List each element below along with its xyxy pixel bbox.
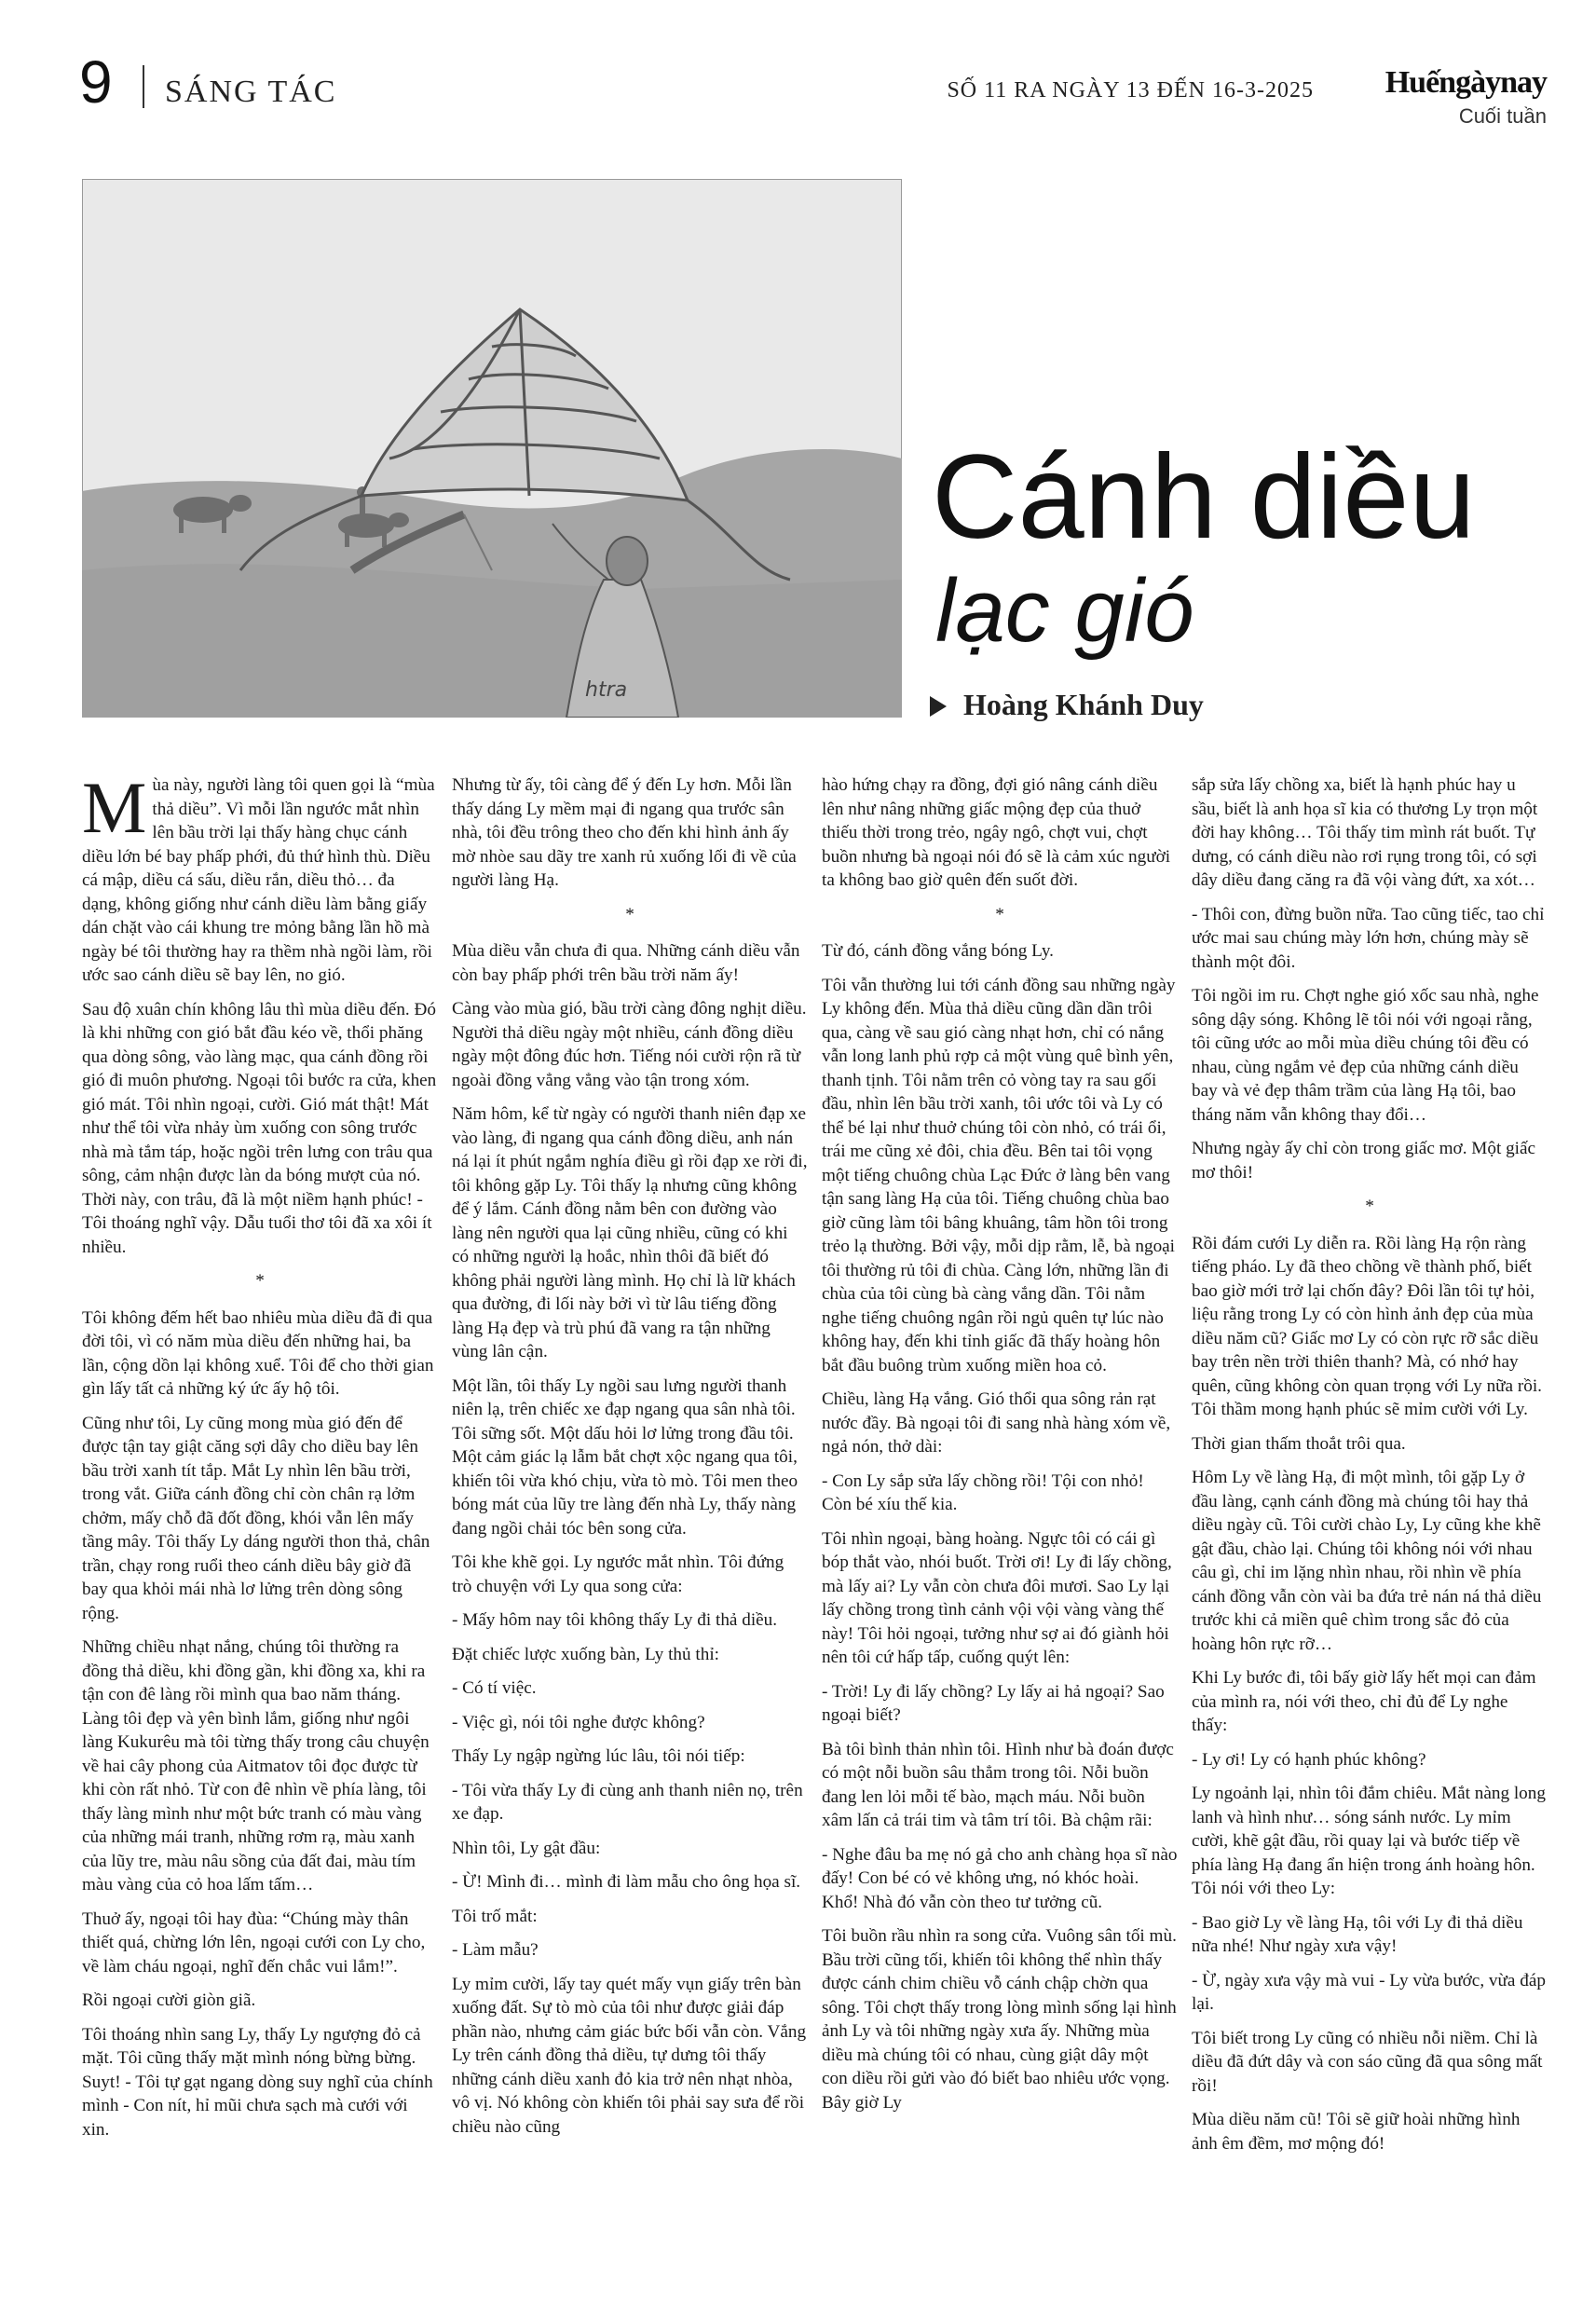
paragraph: Tôi trố mắt: xyxy=(452,1906,538,1926)
paragraph: - Mấy hôm nay tôi không thấy Ly đi thả diều. xyxy=(452,1610,778,1630)
paragraph: Năm hôm, kể từ ngày có người thanh niên đạp xe vào làng, đi ngang qua cánh đồng diều, anh nán ná lại ít phút ngắm nghía điều gì rồi đạp xe rời đi, tôi không gặp Ly. Tôi thấy lạ nhưng cũng không để ý lắm. Cánh đồng nằm bên con đường vào làng nên người qua lại cũng nhiều, cũng có khi có những người lạ hoắc, nhìn thôi đã biết đó không phải người làng mình. Họ chỉ là lữ khách qua đường, đi lối này bởi vì từ lâu tiếng đồng làng Hạ đẹp và trù phú đã vang ra tận những vùng lân cận. xyxy=(452,1104,808,1361)
section-title: SÁNG TÁC xyxy=(165,75,337,109)
article-title: Cánh diều xyxy=(932,431,1476,564)
paragraph: - Nghe đâu ba mẹ nó gả cho anh chàng họa sĩ nào đấy! Con bé có vẻ không ưng, nó khóc hoài. Khổ! Nhà đó vẫn còn theo tư tưởng cũ. xyxy=(822,1844,1178,1912)
paragraph: sắp sửa lấy chồng xa, biết là hạnh phúc hay u sầu, biết là anh họa sĩ kia có thương Ly trọn một đời hay không… Tôi thấy tim mình rát buốt. Tự dưng, có cánh diều nào rơi rụng trong tôi, có sợi dây diều đang căng ra đã vội vàng đứt, xa xót… xyxy=(1192,775,1538,890)
paragraph: Thuở ấy, ngoại tôi hay đùa: “Chúng mày thân thiết quá, chừng lớn lên, ngoại cưới con Ly cho, về làm cháu ngoại, nghĩ đến chắc vui lắm!”. xyxy=(82,1908,426,1977)
article-column-2 xyxy=(452,773,808,2283)
header-divider xyxy=(143,65,144,108)
paragraph: Nhưng từ ấy, tôi càng để ý đến Ly hơn. Mỗi lần thấy dáng Ly mềm mại đi ngang qua trước sân nhà, tôi đều trông theo cho đến khi hình ảnh ấy mờ nhòe sau dãy tre xanh rủ xuống lối đi về của người làng Hạ. xyxy=(452,775,797,890)
paragraph: Rồi đám cưới Ly diễn ra. Rồi làng Hạ rộn ràng tiếng pháo. Ly đã theo chồng về thành phố, biết bao giờ mới trở lại chốn đây? Đôi lần tôi tự hỏi, liệu rằng trong Ly có còn hình ảnh đẹp của mùa diều năm cũ? Giấc mơ Ly có còn rực rỡ sắc diều bay trên nền trời thiên thanh? Mà, có nhớ hay quên, cũng không còn quan trọng với Ly nữa rồi. Tôi thầm mong hạnh phúc sẽ mỉm cười với Ly. xyxy=(1192,1233,1542,1419)
paragraph: - Làm mẫu? xyxy=(452,1940,539,1960)
article-author xyxy=(930,688,1204,722)
paragraph: Tôi buồn rầu nhìn ra song cửa. Vuông sân tối mù. Bầu trời cũng tối, khiến tôi không thể nhìn thấy được cánh chim chiều vỗ cánh chập chờn qua sông. Tôi chợt thấy trong lòng mình sống lại hình ảnh Ly và tôi những ngày xưa ấy. Những mùa diều mà chúng tôi có nhau, cùng giật dây một con diều rồi gửi vào đó biết bao nhiêu ước vọng. Bây giờ Ly xyxy=(822,1926,1177,2113)
paragraph: Rồi ngoại cười giòn giã. xyxy=(82,1991,256,2010)
paragraph: - Trời! Ly đi lấy chồng? Ly lấy ai hả ngoại? Sao ngoại biết? xyxy=(822,1681,1165,1725)
paragraph: - Việc gì, nói tôi nghe được không? xyxy=(452,1712,705,1732)
brand-logo: Huếngàynay xyxy=(1385,65,1547,100)
page-number: 9 xyxy=(79,48,113,116)
paragraph-text: ùa này, người làng tôi quen gọi là “mùa thả diều”. Vì mỗi lần ngước mắt nhìn lên bầu trời lại thấy hàng chục cánh diều lớn bé bay phấp phới, đủ thứ hình thù. Diều cá mập, diều cá sấu, diều rắn, diều thỏ… đa dạng, không giống như cánh diều làm bằng giấy dán chặt vào cái khung tre mỏng bằng lần hồ mà ngày bé tôi thường hay ra thềm nhà ngồi làm, rồi ước sao cánh diều sẽ bay lên, no gió. xyxy=(82,775,435,985)
paragraph: Mùa diều vẫn chưa đi qua. Những cánh diều vẫn còn bay phấp phới trên bầu trời năm ấy! xyxy=(452,941,800,985)
section-separator: * xyxy=(995,904,1004,924)
article-column-4 xyxy=(1192,773,1548,2283)
section-separator: * xyxy=(625,904,634,924)
paragraph: - Ừ! Mình đi… mình đi làm mẫu cho ông họa sĩ. xyxy=(452,1872,801,1892)
paragraph: Tôi vẫn thường lui tới cánh đồng sau những ngày Ly không đến. Mùa thả diều cũng dần dần trôi qua, càng về sau gió càng nhạt hơn, chỉ có nắng vẫn long lanh phủ rợp cả một vùng quê bình yên, thanh tịnh. Tôi nằm trên cỏ vòng tay ra sau gối đầu, nhìn lên bầu trời xanh, tôi ước tôi và Ly có thể bé lại như thuở chúng tôi còn nhỏ, có trái ổi, trái me cũng xẻ đôi, chia đều. Bên tai tôi vọng một tiếng chuông chùa Lạc Đức ở làng bên vang tận sang làng Hạ của tôi. Tiếng chuông chùa bao giờ cũng làm tôi bâng khuâng, tâm hồn tôi trong trẻo lạ thường. Bởi vậy, mỗi dịp rằm, lễ, bà ngoại tôi thường rủ tôi đi chùa. Càng lớn, những lần đi chùa của tôi cùng bà càng vắng dần. Tôi nằm nghe tiếng chuông ngân rồi ngủ quên tự lúc nào không hay, đến khi tỉnh giấc đã thấy hoàng hôn bắt đầu buông trùm xuống miền hoa cỏ. xyxy=(822,975,1176,1375)
paragraph xyxy=(82,773,438,988)
drop-cap: M xyxy=(82,773,147,848)
paragraph: Đặt chiếc lược xuống bàn, Ly thủ thỉ: xyxy=(452,1644,719,1664)
paragraph: hào hứng chạy ra đồng, đợi gió nâng cánh diều lên như nâng những giấc mộng đẹp của thuở thiếu thời trong trẻo, ngây ngô, chợt vui, chợt buồn nhưng bà ngoại nói đó sẽ là cảm xúc người ta không bao giờ quên đến suốt đời. xyxy=(822,775,1171,890)
paragraph: Cũng như tôi, Ly cũng mong mùa gió đến để được tận tay giật căng sợi dây cho diều bay lên bầu trời xanh tít tắp. Mắt Ly nhìn lên bầu trời, trong vắt. Giữa cánh đồng chỉ còn chân rạ lởm chởm, mấy chỗ đã đốt đồng, khói vẫn lên mấy tầng mây. Tôi thấy Ly dáng người thon thả, chân trần, chạy rong ruổi theo cánh diều bây giờ đã bay qua khỏi mái nhà lơ lửng trên dòng sông rộng. xyxy=(82,1413,430,1623)
page-header xyxy=(79,48,1547,132)
paragraph: Một lần, tôi thấy Ly ngồi sau lưng người thanh niên lạ, trên chiếc xe đạp ngang qua sân nhà tôi. Tôi sững sốt. Một dấu hỏi lơ lửng trong đầu tôi. Một cảm giác lạ lẫm bắt chợt xộc ngang qua tôi, khiến tôi vừa khó chịu, vừa tò mò. Tôi men theo bóng mát của lũy tre làng đến nhà Ly, thấy nàng đang ngồi chải tóc bên song cửa. xyxy=(452,1375,798,1539)
section-separator: * xyxy=(255,1271,265,1291)
kite-illustration xyxy=(82,179,902,718)
paragraph: Càng vào mùa gió, bầu trời càng đông nghịt diều. Người thả diều ngày một nhiều, cánh đồng diều ngày một đông đúc hơn. Tiếng nói cười rộn rã từ ngoài đồng vẳng vẳng vào tận trong xóm. xyxy=(452,999,807,1090)
paragraph: Nhìn tôi, Ly gật đầu: xyxy=(452,1838,601,1858)
paragraph: - Có tí việc. xyxy=(452,1678,537,1698)
paragraph: Chiều, làng Hạ vắng. Gió thổi qua sông rản rạt nước đầy. Bà ngoại tôi đi sang nhà hàng xóm về, ngả nón, thở dài: xyxy=(822,1389,1171,1457)
paragraph: Ly mỉm cười, lấy tay quét mấy vụn giấy trên bàn xuống đất. Sự tò mò của tôi như được giải đáp phần nào, nhưng cảm giác bức bối vẫn còn. Vắng Ly trên cánh đồng thả diều, tự dưng tôi thấy những cánh diều xanh đỏ kia trở nên nhạt nhòa, vô vị. Nó không còn khiến tôi phải say sưa để rồi chiều nào cũng xyxy=(452,1974,807,2137)
section-separator: * xyxy=(1365,1197,1374,1216)
paragraph: Tôi ngồi im ru. Chợt nghe gió xốc sau nhà, nghe sông dậy sóng. Không lẽ tôi nói với ngoại rằng, tôi cũng ước ao mỗi mùa diều chúng tôi đều có nhau, cùng ngắm vẻ đẹp của những cánh diều bay và vẻ đẹp thâm trầm của làng Hạ tôi, bao tháng năm vẫn không thay đổi… xyxy=(1192,986,1539,1125)
paragraph: - Tôi vừa thấy Ly đi cùng anh thanh niên nọ, trên xe đạp. xyxy=(452,1780,803,1824)
play-triangle-icon xyxy=(930,696,947,717)
paragraph: Bà tôi bình thản nhìn tôi. Hình như bà đoán được có một nỗi buồn sâu thẳm trong tôi. Nỗi buồn đang len lỏi mỗi tế bào, mạch máu. Nỗi buồn xâm lấn cả trái tim và tâm trí tôi. Bà chậm rãi: xyxy=(822,1739,1174,1830)
paragraph: Ly ngoảnh lại, nhìn tôi đắm chiêu. Mắt nàng long lanh và hình như… sóng sánh nước. Ly mỉm cười, khẽ gật đầu, rồi quay lại và bước tiếp về phía làng Hạ đang ẩn hiện trong ánh hoàng hôn. Tôi nói với theo Ly: xyxy=(1192,1784,1546,1898)
paragraph: Tôi biết trong Ly cũng có nhiều nỗi niềm. Chỉ là diều đã đứt dây và con sáo cũng đã qua sông mất rồi! xyxy=(1192,2028,1543,2096)
paragraph: Những chiều nhạt nắng, chúng tôi thường ra đồng thả diều, khi đồng gần, khi đồng xa, khi ra tận con đê làng rồi mình qua bao năm tháng. Làng tôi đẹp và yên bình lắm, giống như ngôi làng Kukurêu mà tôi từng thấy trong câu chuyện về hai cây phong của Aitmatov tôi đọc được từ khi còn rất nhỏ. Từ con đê nhìn về phía làng, tôi thấy làng mình như một bức tranh có màu vàng của những mái tranh, những rơm rạ, màu xanh của lũy tre, màu nâu sồng của đất đai, màu tím màu vàng của cỏ hoa lấm tấm… xyxy=(82,1637,430,1895)
paragraph: Tôi nhìn ngoại, bàng hoàng. Ngực tôi có cái gì bóp thắt vào, nhói buốt. Trời ơi! Ly đi lấy chồng, mà lấy ai? Ly vẫn còn chưa đôi mươi. Sao Ly lại lấy chồng trong tình cảnh vội vội vàng vàng thế này! Tôi hỏi ngoại, tưởng như sợ ai đó giành hỏi nên tôi cứ hấp tấp, cuống quýt lên: xyxy=(822,1528,1172,1667)
paragraph: - Ừ, ngày xưa vậy mà vui - Ly vừa bước, vừa đáp lại. xyxy=(1192,1970,1546,2014)
paragraph: Thấy Ly ngập ngừng lúc lâu, tôi nói tiếp: xyxy=(452,1746,745,1766)
paragraph: - Con Ly sắp sửa lấy chồng rồi! Tội con nhỏ! Còn bé xíu thế kia. xyxy=(822,1471,1144,1514)
paragraph: Tôi khe khẽ gọi. Ly ngước mắt nhìn. Tôi đứng trò chuyện với Ly qua song cửa: xyxy=(452,1553,784,1596)
paragraph: - Ly ơi! Ly có hạnh phúc không? xyxy=(1192,1749,1426,1770)
paragraph: Thời gian thấm thoắt trôi qua. xyxy=(1192,1433,1406,1454)
brand-subtitle: Cuối tuần xyxy=(1458,104,1547,128)
paragraph: Tôi thoáng nhìn sang Ly, thấy Ly ngượng đỏ cả mặt. Tôi cũng thấy mặt mình nóng bừng bừng. Suyt! - Tôi tự gạt ngang dòng suy nghĩ của chính mình - Con nít, hỉ mũi chưa sạch mà cưới với xin. xyxy=(82,2024,433,2140)
paragraph: Tôi không đếm hết bao nhiêu mùa diều đã đi qua đời tôi, vì có năm mùa diều đến những hai, ba lần, cộng dồn lại không xuể. Tôi để cho thời gian gìn lấy tất cả những ký ức ấy hộ tôi. xyxy=(82,1307,434,1399)
illustration-signature: htra xyxy=(585,678,628,702)
article-title-italic: lạc gió xyxy=(935,561,1194,661)
paragraph: - Thôi con, đừng buồn nữa. Tao cũng tiếc, tao chỉ ước mai sau chúng mày lớn hơn, chúng mày sẽ thành một đôi. xyxy=(1192,904,1545,972)
paragraph: Từ đó, cánh đồng vắng bóng Ly. xyxy=(822,941,1054,961)
paragraph: Khi Ly bước đi, tôi bấy giờ lấy hết mọi can đảm của mình ra, nói với theo, chỉ đủ để Ly nghe thấy: xyxy=(1192,1668,1536,1735)
paragraph: Sau độ xuân chín không lâu thì mùa diều đến. Đó là khi những con gió bắt đầu kéo về, thổi phăng qua dòng sông, vào làng mạc, qua cánh đồng rồi gió đi muôn phương. Ngoại tôi bước ra cửa, khen gió mát. Tôi nhìn ngoại, cười. Gió mát thật! Mát như thể tôi vừa nhảy ùm xuống con sông trước nhà mà tắm táp, hoặc ngồi trên lưng con trâu qua sông, cảm nhận được làn da bóng mượt của nó. Thời này, con trâu, đã là một niềm hạnh phúc! - Tôi thoáng nghĩ vậy. Dẫu tuổi thơ tôi đã xa xôi ít nhiều. xyxy=(82,999,437,1257)
paragraph: Nhưng ngày ấy chỉ còn trong giấc mơ. Một giấc mơ thôi! xyxy=(1192,1139,1536,1183)
article-column-3 xyxy=(822,773,1178,2283)
paragraph: - Bao giờ Ly về làng Hạ, tôi với Ly đi thả diều nữa nhé! Như ngày xưa vậy! xyxy=(1192,1912,1523,1956)
issue-info: SỐ 11 RA NGÀY 13 ĐẾN 16-3-2025 xyxy=(947,78,1314,103)
paragraph: Hôm Ly về làng Hạ, đi một mình, tôi gặp Ly ở đầu làng, cạnh cánh đồng mà chúng tôi hay thả diều ngày cũ. Tôi cười chào Ly, Ly cũng khe khẽ gật đầu, chào lại. Chúng tôi không nói với nhau câu gì, chỉ im lặng nhìn nhau, rồi nhìn về phía cánh đồng vẫn còn vài ba đứa trẻ nán ná thả diều trước khi cả miền quê chìm trong sắc đỏ của hoàng hôn rực rỡ… xyxy=(1192,1468,1542,1654)
article-column-1 xyxy=(82,773,438,2283)
author-name: Hoàng Khánh Duy xyxy=(963,688,1204,721)
paragraph: Mùa diều năm cũ! Tôi sẽ giữ hoài những hình ảnh êm đềm, mơ mộng đó! xyxy=(1192,2110,1521,2154)
